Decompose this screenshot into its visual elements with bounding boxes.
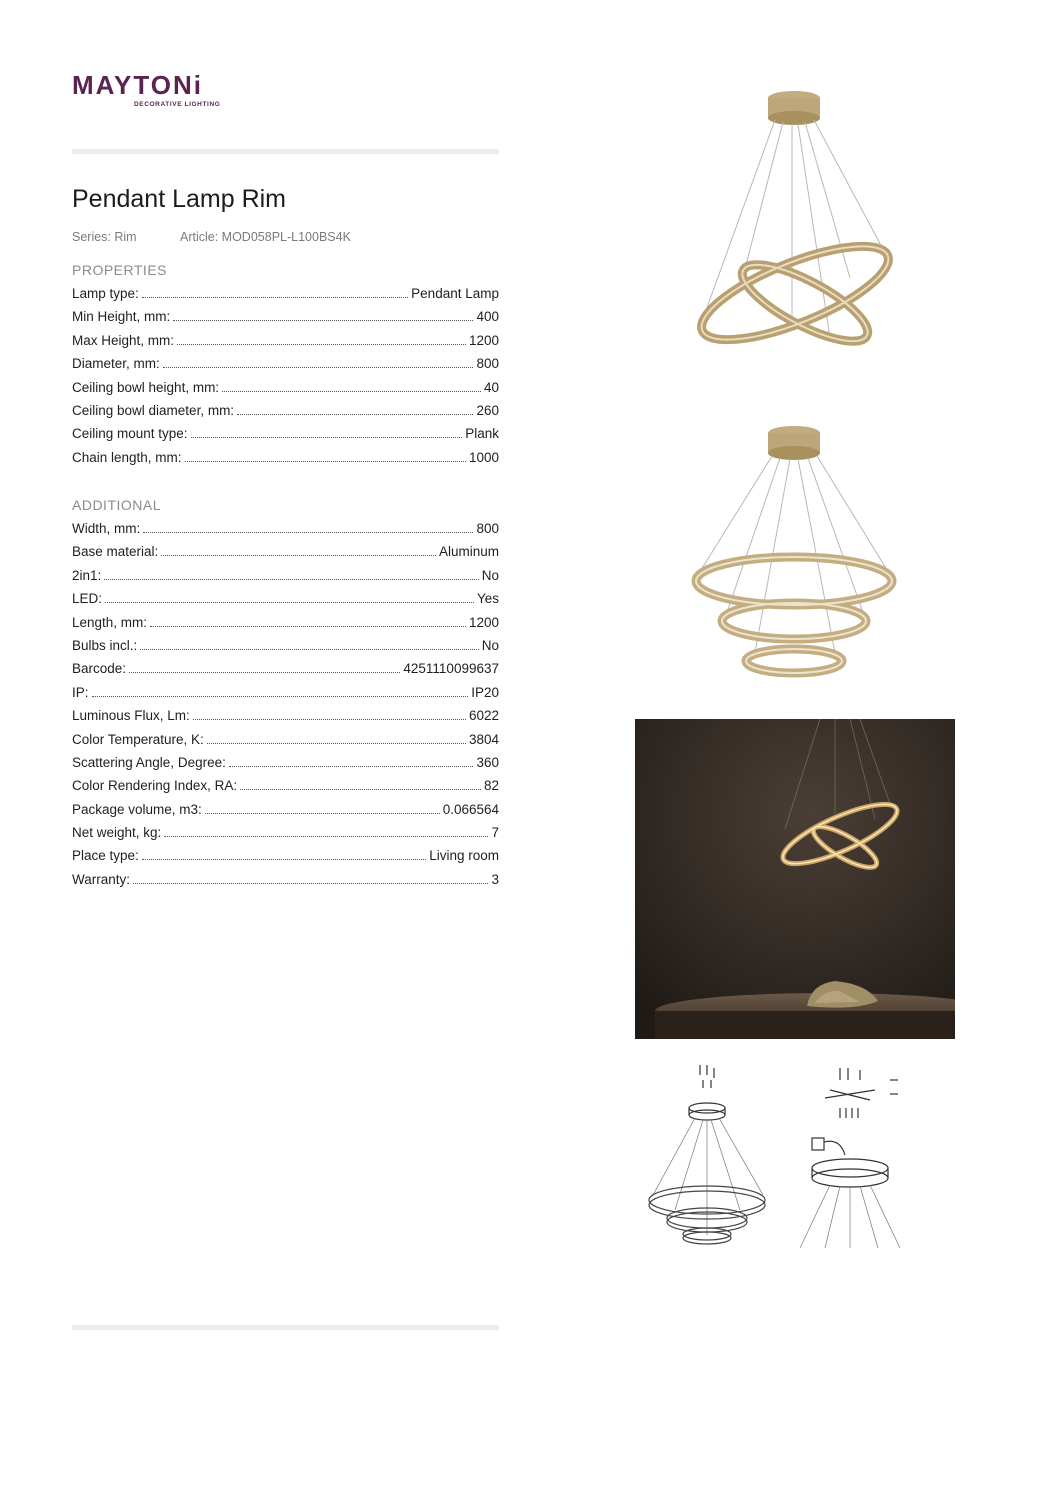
property-value: 4251110099637 [403, 661, 499, 677]
properties-list [72, 286, 499, 473]
property-label: Base material: [72, 544, 159, 560]
property-label: Color Rendering Index, RA: [72, 778, 238, 794]
property-row [72, 708, 499, 731]
property-value: 82 [483, 778, 499, 794]
product-meta [72, 230, 351, 244]
property-row [72, 450, 499, 473]
property-value: 1000 [468, 449, 499, 465]
dot-leader [105, 602, 474, 603]
property-label: Width, mm: [72, 521, 141, 536]
dot-leader [142, 859, 426, 860]
property-label: Diameter, mm: [72, 356, 160, 372]
property-value: 3804 [468, 731, 499, 747]
dot-leader [177, 344, 466, 345]
article-label: Article: MOD058PL-L100BS4K [180, 230, 351, 244]
property-label: Bulbs incl.: [72, 637, 138, 653]
property-label: Min Height, mm: [72, 309, 171, 325]
property-label: Ceiling mount type: [72, 426, 188, 442]
property-value: No [481, 637, 499, 653]
product-image-tilted-rings [680, 88, 910, 378]
property-value: Plank [465, 426, 499, 442]
property-value: Yes [476, 591, 499, 607]
dot-leader [133, 883, 488, 884]
property-label: Net weight, kg: [72, 825, 162, 841]
brand-tagline: DECORATIVE LIGHTING [134, 101, 221, 108]
additional-heading: ADDITIONAL [72, 497, 162, 513]
property-row [72, 685, 499, 708]
property-row [72, 872, 499, 895]
dot-leader [222, 391, 481, 392]
dot-leader [173, 320, 473, 321]
property-label: LED: [72, 591, 103, 607]
property-label: Place type: [72, 848, 139, 864]
property-value: Pendant Lamp [411, 286, 499, 301]
property-row [72, 825, 499, 848]
property-row [72, 380, 499, 403]
brand-name: MAYTONi [72, 70, 204, 100]
property-row [72, 544, 499, 567]
series-label: Series: Rim [72, 230, 137, 244]
dot-leader [164, 836, 488, 837]
property-row [72, 309, 499, 332]
property-value: No [481, 567, 499, 583]
property-row [72, 732, 499, 755]
property-value: 3 [491, 871, 499, 887]
property-row [72, 755, 499, 778]
property-label: Scattering Angle, Degree: [72, 754, 226, 770]
dot-leader [191, 437, 463, 438]
property-label: Barcode: [72, 661, 127, 677]
property-value: Aluminum [438, 544, 499, 560]
property-label: Color Temperature, K: [72, 731, 204, 747]
dot-leader [207, 743, 466, 744]
dot-leader [237, 414, 473, 415]
dot-leader [104, 579, 478, 580]
brand-logo [72, 70, 221, 110]
property-value: 400 [476, 309, 499, 325]
property-value: 1200 [468, 332, 499, 348]
property-row [72, 568, 499, 591]
page-title: Pendant Lamp Rim [72, 185, 287, 213]
property-row [72, 615, 499, 638]
dot-leader [150, 626, 466, 627]
additional-list [72, 521, 499, 895]
property-value: Living room [429, 848, 499, 864]
property-value: IP20 [471, 684, 499, 700]
dot-leader [129, 672, 400, 673]
dot-leader [205, 813, 440, 814]
property-label: Package volume, m3: [72, 801, 202, 817]
property-value: 40 [483, 379, 499, 395]
product-photo-interior [635, 719, 955, 1039]
properties-heading: PROPERTIES [72, 262, 167, 278]
property-value: 1200 [468, 614, 499, 630]
property-value: 800 [476, 356, 499, 372]
property-row [72, 521, 499, 544]
property-value: 6022 [468, 708, 499, 724]
dot-leader [193, 719, 466, 720]
property-row [72, 333, 499, 356]
property-value: 800 [476, 521, 499, 536]
property-label: Luminous Flux, Lm: [72, 708, 190, 724]
dot-leader [240, 789, 481, 790]
property-row [72, 638, 499, 661]
property-label: Ceiling bowl diameter, mm: [72, 402, 235, 418]
property-label: Max Height, mm: [72, 332, 175, 348]
property-row [72, 778, 499, 801]
property-value: 360 [476, 754, 499, 770]
property-row [72, 591, 499, 614]
property-label: Ceiling bowl height, mm: [72, 379, 220, 395]
property-label: Chain length, mm: [72, 449, 182, 465]
property-row [72, 403, 499, 426]
top-divider [72, 149, 499, 154]
property-row [72, 661, 499, 684]
bottom-divider [72, 1325, 499, 1330]
property-label: IP: [72, 684, 89, 700]
property-label: Warranty: [72, 871, 131, 887]
dot-leader [161, 555, 436, 556]
property-value: 7 [491, 825, 499, 841]
property-label: 2in1: [72, 567, 102, 583]
property-label: Length, mm: [72, 614, 148, 630]
dot-leader [163, 367, 474, 368]
dot-leader [229, 766, 474, 767]
dot-leader [185, 461, 466, 462]
dot-leader [142, 297, 408, 298]
dot-leader [92, 696, 469, 697]
property-row [72, 356, 499, 379]
property-row [72, 286, 499, 309]
assembly-diagram-left [645, 1060, 775, 1250]
property-value: 260 [476, 402, 499, 418]
property-value: 0.066564 [442, 801, 499, 817]
dot-leader [143, 532, 473, 533]
property-row [72, 426, 499, 449]
property-label: Lamp type: [72, 286, 139, 301]
assembly-diagram-right [790, 1060, 910, 1250]
product-image-stacked-rings [680, 423, 910, 693]
property-row [72, 848, 499, 871]
property-row [72, 802, 499, 825]
dot-leader [140, 649, 478, 650]
